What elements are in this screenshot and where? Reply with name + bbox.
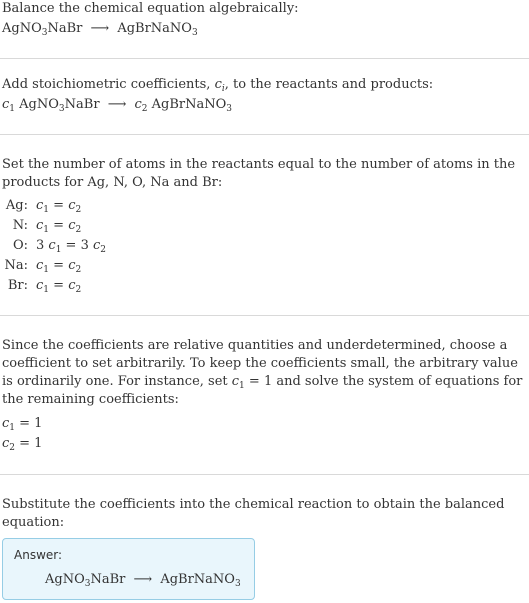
atom-balance-equations	[2, 196, 106, 296]
section-3-intro: Set the number of atoms in the reactants equal to the number of atoms in the products for Ag, N, O, Na and Br:	[2, 157, 516, 190]
divider	[0, 474, 529, 475]
section-2-intro: Add stoichiometric coefficients, $c_i$, to the reactants and products:	[2, 77, 434, 94]
reactant: AgNO$_3$NaBr	[2, 21, 83, 38]
product: AgBrNaNO$_3$	[117, 21, 198, 38]
equation-row-br: Br: $c_1 = c_2$	[7, 278, 82, 295]
section-5-intro: Substitute the coefficients into the chemical reaction to obtain the balanced equation:	[2, 497, 505, 530]
divider	[0, 315, 529, 316]
section-1-intro: Balance the chemical equation algebraically:	[2, 1, 299, 16]
solution-c1: $c_1 = 1$	[2, 416, 43, 433]
equation-row-o: O: 3 $c_1 = 3$ $c_2$	[12, 238, 106, 255]
balanced-equation: AgNO$_3$NaBr ⟶ AgBrNaNO$_3$	[45, 572, 241, 589]
answer-label: Answer:	[14, 548, 63, 562]
equation-row-na: Na: $c_1 = c_2$	[4, 258, 82, 275]
section-4-text: Since the coefficients are relative quantities and underdetermined, choose a coefficient to set arbitrarily. To keep the coefficients small, the arbitrary value is ordinarily one. For instance, set $c_1 = 1$ and solve the system of equations for the remaining coefficients:	[2, 338, 523, 407]
equation-row-n: N: $c_1 = c_2$	[12, 218, 82, 235]
divider	[0, 134, 529, 135]
solution-c2: $c_2 = 1$	[2, 436, 43, 453]
answer-box	[2, 538, 255, 600]
equation-row-ag: Ag: $c_1 = c_2$	[5, 198, 82, 215]
divider	[0, 58, 529, 59]
equation-with-coefficients: $c_1$ AgNO$_3$NaBr ⟶ $c_2$ AgBrNaNO$_3$	[2, 97, 232, 114]
reaction-arrow: ⟶	[90, 21, 110, 36]
unbalanced-equation	[2, 20, 198, 38]
